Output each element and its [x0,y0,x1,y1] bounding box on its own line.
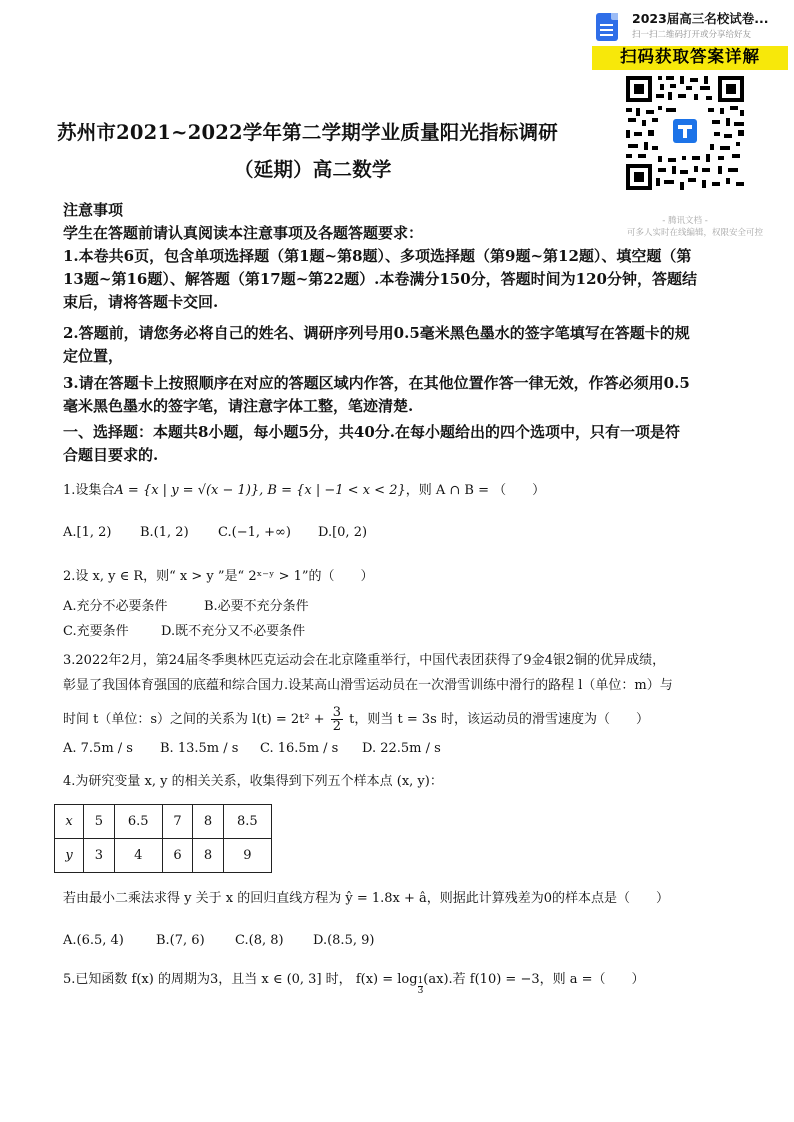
exam-title-line2: （延期）高二数学 [234,158,392,181]
notice-item1-line1: 1.本卷共6页，包含单项选择题（第1题~第8题）、多项选择题（第9题~第12题）、填空题（第 [63,247,692,265]
q3-line3-a: 时间 t（单位：s）之间的关系为 l(t) = 2t² + [63,712,325,727]
ad-title[interactable]: 2023届高三名校试卷... [632,11,769,26]
q4-line2: 若由最小二乘法求得 y 关于 x 的回归直线方程为 ŷ = 1.8x + â，则据此计算残差为0的样本点是（ ） [63,891,670,906]
table-cell: 8 [193,839,223,873]
q5-log-base-denominator: 3 [417,986,424,996]
table-cell: 8 [193,805,223,839]
q5-stem [63,970,645,996]
q3-option-b: B. 13.5m / s [160,741,239,756]
notice-item3-line1: 3.请在答题卡上按照顺序在对应的答题区域内作答，在其他位置作答一律无效，作答必须用0.5 [63,374,690,392]
q1-prefix: 1.设集合 [63,483,115,498]
table-row [55,805,272,839]
notice-intro: 学生在答题前请认真阅读本注意事项及各题答题要求： [63,224,424,242]
q4-option-b: B.(7, 6) [156,933,205,948]
q3-option-a: A. 7.5m / s [63,741,133,756]
notice-heading: 注意事项 [63,201,124,219]
q4-stem: 4.为研究变量 x, y 的相关关系，收集得到下列五个样本点 (x, y)： [63,774,443,789]
table-cell: 8.5 [223,805,271,839]
q3-line3 [63,706,649,733]
q2-stem: 2.设 x, y ∈ R，则“ x > y ”是“ 2ˣ⁻ʸ > 1”的（ ） [63,569,374,584]
q3-option-d: D. 22.5m / s [362,741,441,756]
q3-fraction [331,706,343,733]
notice-item1-line2: 13题~第16题）、解答题（第17题~第22题）.本卷满分150分，答题时间为120分钟，答题结 [63,270,697,288]
table-cell: x [55,805,84,839]
q2-option-a: A.充分不必要条件 [63,599,168,614]
q1-option-d: D.[0, 2) [318,525,368,540]
table-cell: y [55,839,84,873]
table-cell: 6 [162,839,192,873]
q3-line2: 彰显了我国体育强国的底蕴和综合国力.设某高山滑雪运动员在一次滑雪训练中滑行的路程 l（单位：m）与 [63,678,673,693]
exam-title-line1: 苏州市2021~2022学年第二学期学业质量阳光指标调研 [57,121,558,144]
notice-item2-line2: 定位置， [63,347,124,365]
watermark-line2: 可多人实时在线编辑，权限安全可控 [626,228,763,238]
q1-option-c: C.(−1, +∞) [218,525,291,540]
q3-line1: 3.2022年2月，第24届冬季奥林匹克运动会在北京隆重举行，中国代表团获得了9金4银2铜的优异成绩， [63,653,666,668]
q1-option-b: B.(1, 2) [140,525,189,540]
table-cell: 5 [84,805,114,839]
doc-icon [596,13,618,41]
table-row [55,839,272,873]
section1-line1: 一、选择题：本题共8小题，每小题5分，共40分.在每小题给出的四个选项中，只有一项是符 [63,423,680,441]
q1-ask: ，则 A ∩ B = （ ） [405,483,546,498]
q5-log-base-numerator: 1 [417,976,424,986]
table-cell: 9 [223,839,271,873]
q4-data-table [54,804,272,873]
q4-option-a: A.(6.5, 4) [63,933,124,948]
ad-subtitle: 扫一扫二维码打开或分享给好友 [632,30,752,40]
answer-banner[interactable]: 扫码获取答案详解 [592,46,788,70]
q1-sets: A = {x | y = √(x − 1)}, B = {x | −1 < x < 2} [114,483,406,498]
notice-item1-line3: 束后，请将答题卡交回. [63,293,219,311]
q2-option-c: C.充要条件 [63,624,129,639]
q5-log: f(x) = log [355,972,418,987]
q4-option-d: D.(8.5, 9) [313,933,375,948]
section1-line2: 合题目要求的. [63,446,159,464]
q4-option-c: C.(8, 8) [235,933,284,948]
q3-line3-b: t，则当 t = 3s 时，该运动员的滑雪速度为（ ） [349,712,649,727]
q1-stem [63,481,545,500]
q3-option-c: C. 16.5m / s [260,741,339,756]
notice-item3-line2: 毫米黑色墨水的签字笔，请注意字体工整，笔迹清楚. [63,397,414,415]
q2-option-d: D.既不充分又不必要条件 [161,624,306,639]
table-cell: 4 [114,839,162,873]
q5-part-c: (ax).若 f(10) = −3，则 a =（ ） [423,972,645,987]
q2-option-b: B.必要不充分条件 [204,599,309,614]
q3-fraction-denominator: 2 [332,719,341,734]
notice-item2-line1: 2.答题前，请您务必将自己的姓名、调研序列号用0.5毫米黑色墨水的签字笔填写在答题卡的规 [63,324,690,342]
q1-option-a: A.[1, 2) [63,525,112,540]
table-cell: 7 [162,805,192,839]
watermark-line1: - 腾讯文档 - [662,216,708,226]
table-cell: 3 [84,839,114,873]
table-cell: 6.5 [114,805,162,839]
qr-code[interactable] [622,72,748,194]
q5-part-a: 5.已知函数 f(x) 的周期为3，且当 x ∈ (0, 3] 时， [63,972,352,987]
q3-fraction-numerator: 3 [332,705,341,720]
qr-code-graphic [622,72,748,194]
